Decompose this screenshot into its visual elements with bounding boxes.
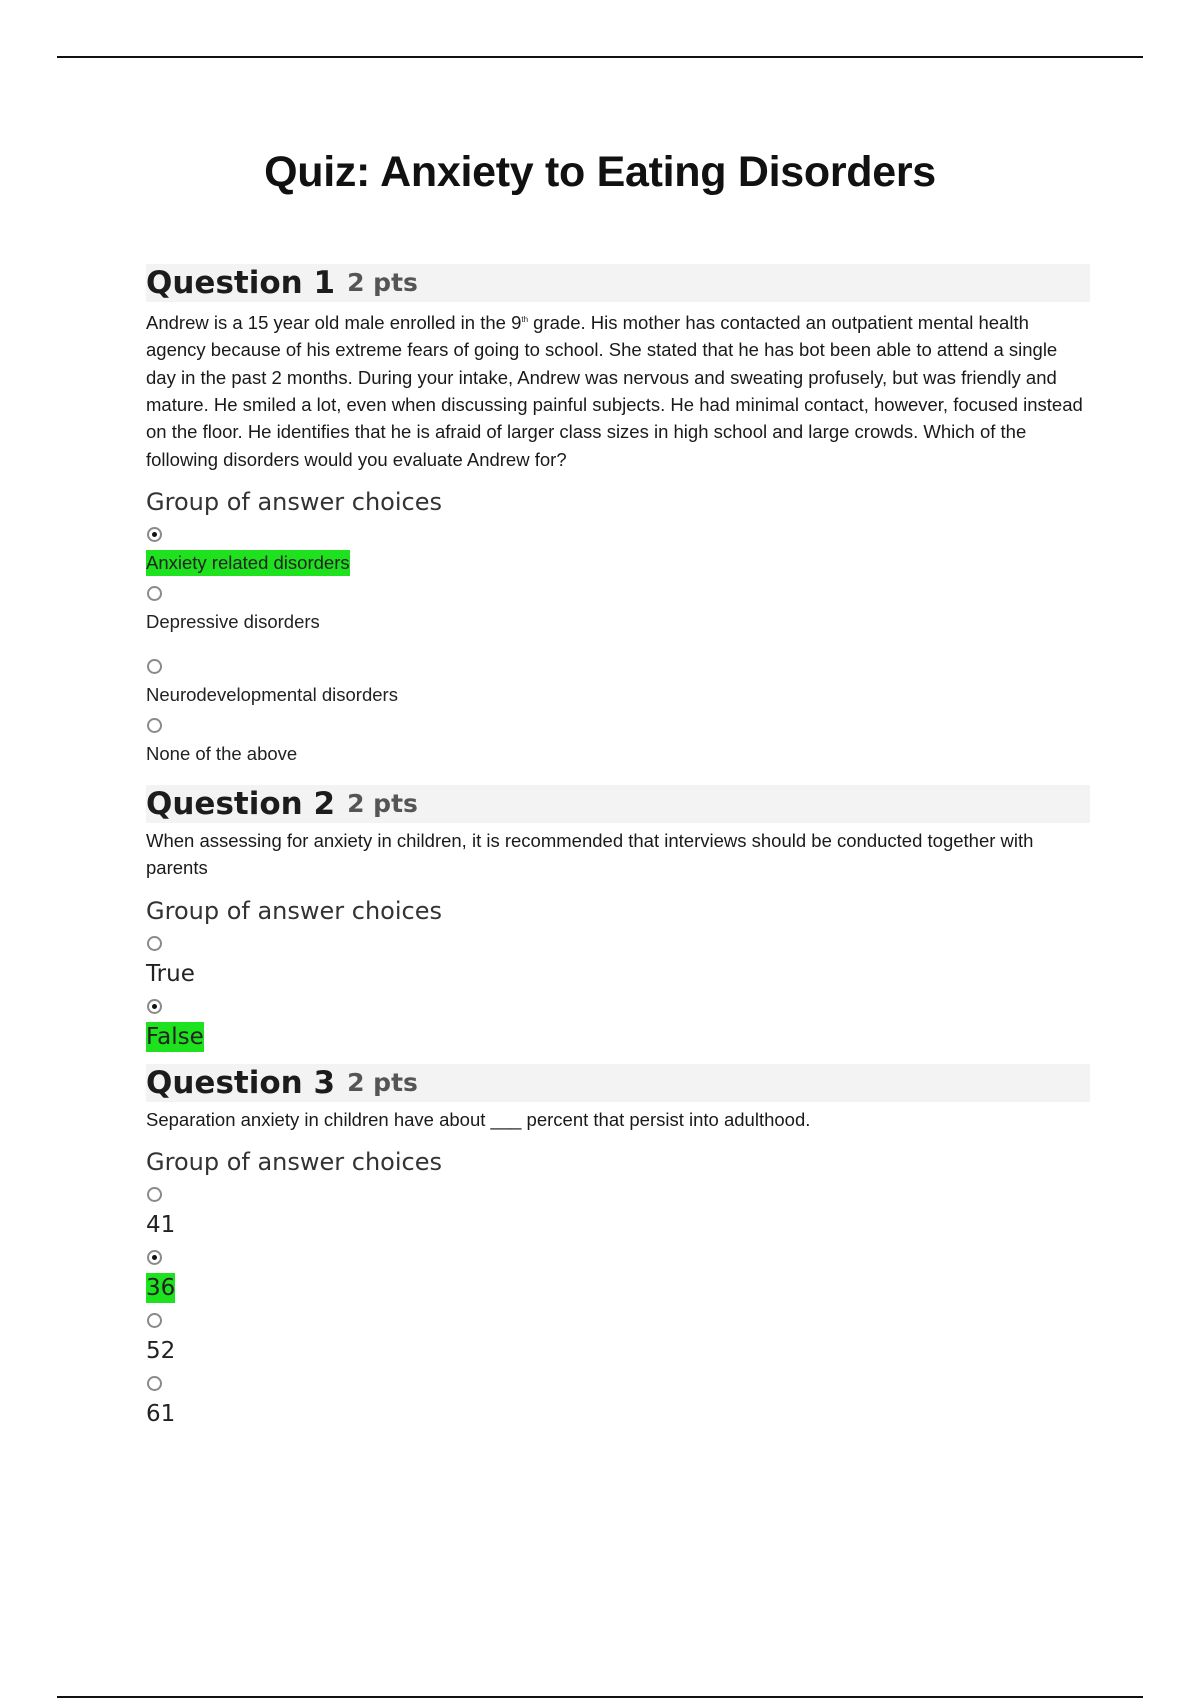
bottom-rule bbox=[57, 1696, 1143, 1698]
choice-label: 52 bbox=[146, 1337, 176, 1364]
question-header bbox=[146, 785, 1090, 823]
question-number: Question 3 bbox=[146, 1064, 336, 1101]
radio-icon[interactable] bbox=[147, 586, 162, 601]
choice-label: None of the above bbox=[146, 742, 298, 764]
question-number: Question 1 bbox=[146, 265, 336, 301]
radio-icon[interactable] bbox=[147, 936, 162, 951]
question-2 bbox=[146, 785, 1090, 1052]
radio-selected-icon[interactable] bbox=[147, 999, 162, 1014]
question-header bbox=[146, 264, 1090, 302]
choice-label: 41 bbox=[146, 1211, 176, 1238]
radio-icon[interactable] bbox=[147, 1313, 162, 1328]
answer-choice[interactable] bbox=[146, 1250, 1090, 1303]
answer-choice[interactable] bbox=[146, 527, 1090, 576]
answer-group-label: Group of answer choices bbox=[146, 896, 442, 925]
answer-choice[interactable] bbox=[146, 1313, 1090, 1366]
document-title: Quiz: Anxiety to Eating Disorders bbox=[264, 148, 936, 196]
radio-selected-icon[interactable] bbox=[147, 527, 162, 542]
answer-choice[interactable] bbox=[146, 659, 1090, 708]
radio-icon[interactable] bbox=[147, 659, 162, 674]
answer-group-label: Group of answer choices bbox=[146, 487, 442, 516]
answer-choice[interactable] bbox=[146, 718, 1090, 767]
radio-selected-icon[interactable] bbox=[147, 1250, 162, 1265]
answer-group-label: Group of answer choices bbox=[146, 1147, 442, 1176]
question-1 bbox=[146, 264, 1090, 767]
question-points: 2 pts bbox=[347, 268, 418, 297]
question-header bbox=[146, 1064, 1090, 1102]
choice-label: Neurodevelopmental disorders bbox=[146, 683, 398, 705]
question-3 bbox=[146, 1064, 1090, 1429]
choice-label: True bbox=[146, 960, 195, 987]
answer-choice[interactable] bbox=[146, 936, 1090, 989]
question-number: Question 2 bbox=[146, 785, 336, 822]
top-rule bbox=[57, 56, 1143, 58]
question-points: 2 pts bbox=[347, 1067, 418, 1097]
choice-label: False bbox=[146, 1023, 204, 1050]
quiz-content bbox=[146, 264, 1090, 1429]
choice-label: Anxiety related disorders bbox=[146, 550, 350, 576]
question-text: Separation anxiety in children have about ___ percent that persist into adulthood. bbox=[146, 1108, 811, 1130]
answer-choice[interactable] bbox=[146, 1187, 1090, 1240]
question-points: 2 pts bbox=[347, 788, 418, 818]
radio-icon[interactable] bbox=[147, 1187, 162, 1202]
radio-icon[interactable] bbox=[147, 1376, 162, 1391]
answer-choice[interactable] bbox=[146, 1376, 1090, 1429]
question-text-part: grade. His mother has contacted an outpatient mental health agency because of his extreme fears of going to school. She stated that he has bot been able to attend a single day in the past 2 months. During your intake, Andrew was nervous and sweating profusely, but was friendly and mature. He smiled a lot, even when discussing painful subjects. He had minimal contact, however, focused instead on the floor. He identifies that he is afraid of larger class sizes in high school and large crowds. Which of the following disorders would you evaluate Andrew for? bbox=[146, 312, 1083, 470]
question-text: When assessing for anxiety in children, it is recommended that interviews should be conducted together with parents bbox=[146, 829, 1034, 879]
choice-label: 61 bbox=[146, 1400, 176, 1427]
choice-label: 36 bbox=[146, 1274, 176, 1301]
answer-choice[interactable] bbox=[146, 586, 1090, 635]
ordinal-suffix: th bbox=[521, 315, 529, 324]
question-text-part: Andrew is a 15 year old male enrolled in the 9 bbox=[146, 312, 522, 334]
choice-label: Depressive disorders bbox=[146, 610, 320, 632]
answer-choice[interactable] bbox=[146, 999, 1090, 1052]
question-text bbox=[146, 306, 1090, 473]
radio-icon[interactable] bbox=[147, 718, 162, 733]
